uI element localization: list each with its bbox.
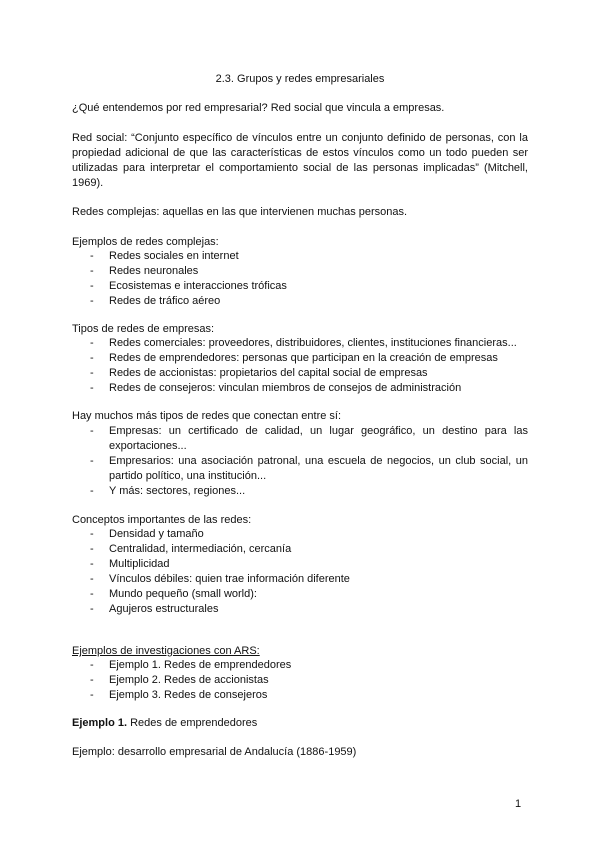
list-item: - Ejemplo 1. Redes de emprendedores [72,658,528,673]
list-item: - Redes de accionistas: propietarios del capital social de empresas [72,366,528,381]
list-item: - Redes neuronales [72,264,528,279]
definition-paragraph: Red social: “Conjunto específico de vínculos entre un conjunto definido de personas, con la propiedad adicional de que las características de estos vínculos como un todo pueden ser utilizadas para interpretar el comportamiento social de las personas implicadas” (Mitchell, 1969). [72,132,528,189]
complex-networks-paragraph: Redes complejas: aquellas en las que intervienen muchas personas. [72,206,408,218]
page-number: 1 [515,798,522,810]
complex-examples-list [72,249,528,309]
list-item: - Mundo pequeño (small world): [72,587,528,602]
list-item: - Densidad y tamaño [72,527,528,542]
list-item: - Redes sociales en internet [72,249,528,264]
intro-paragraph: ¿Qué entendemos por red empresarial? Red social que vincula a empresas. [72,102,445,114]
list-item: - Redes de tráfico aéreo [72,294,528,309]
list-item: - Empresas: un certificado de calidad, un lugar geográfico, un destino para las exportaciones... [72,424,528,454]
example-line: Ejemplo: desarrollo empresarial de Andalucía (1886-1959) [72,746,357,758]
list-item: - Empresarios: una asociación patronal, una escuela de negocios, un club social, un partido político, una institución... [72,454,528,484]
list-item: - Ejemplo 3. Redes de consejeros [72,688,528,703]
list-item: - Ejemplo 2. Redes de accionistas [72,673,528,688]
list-item: - Redes de consejeros: vinculan miembros de consejos de administración [72,381,528,396]
list-item: - Vínculos débiles: quien trae información diferente [72,572,528,587]
example1-label: Ejemplo 1. [72,717,128,729]
list-item: - Redes de emprendedores: personas que participan en la creación de empresas [72,351,528,366]
research-heading: Ejemplos de investigaciones con ARS: [72,645,260,657]
business-types-list [72,336,528,396]
section-title: 2.3. Grupos y redes empresariales [215,73,385,85]
concepts-heading: Conceptos importantes de las redes: [72,514,252,526]
example1-heading [72,716,528,731]
more-types-heading: Hay muchos más tipos de redes que conectan entre sí: [72,410,342,422]
example1-title: Redes de emprendedores [127,717,258,729]
list-item: - Centralidad, intermediación, cercanía [72,542,528,557]
complex-examples-heading: Ejemplos de redes complejas: [72,236,219,248]
list-item: - Ecosistemas e interacciones tróficas [72,279,528,294]
concepts-list [72,527,528,617]
list-item: - Y más: sectores, regiones... [72,484,528,499]
list-item: - Multiplicidad [72,557,528,572]
business-types-heading: Tipos de redes de empresas: [72,323,215,335]
list-item: - Redes comerciales: proveedores, distribuidores, clientes, instituciones financieras... [72,336,528,351]
research-list [72,658,528,703]
more-types-list [72,424,528,499]
list-item: - Agujeros estructurales [72,602,528,617]
